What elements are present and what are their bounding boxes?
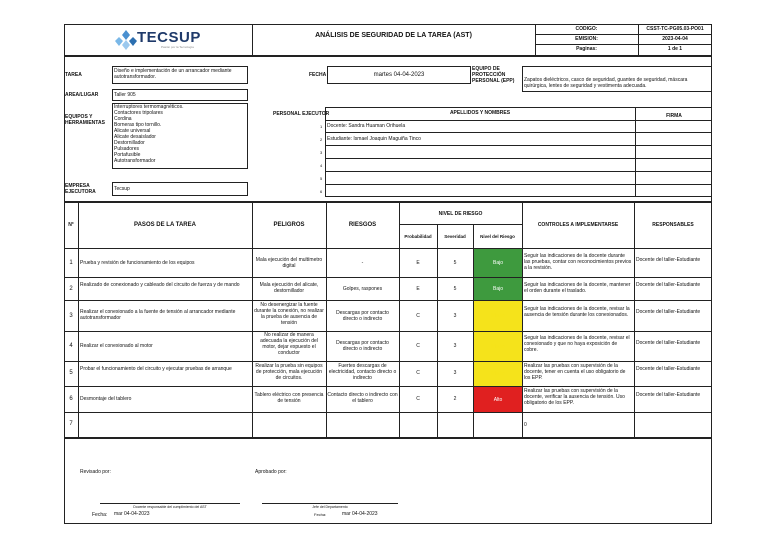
personal-num: 2 — [320, 137, 323, 142]
jefe-caption: Jefe del Departamento — [312, 505, 348, 509]
personal-num: 1 — [320, 124, 323, 129]
row-responsable: Docente del taller-Estudiante — [636, 366, 701, 372]
row-paso: Desmontaje del tablero — [80, 396, 132, 402]
logo-text: TECSUP — [137, 29, 201, 46]
row-paso: Probar el funcionamiento del circuito y ejecutar pruebas de arranque — [80, 366, 232, 372]
header-riesgos: RIESGOS — [348, 222, 377, 228]
equipos-item: Alicate universal — [114, 128, 151, 134]
row-num: 7 — [69, 421, 73, 427]
equipos-list — [114, 104, 246, 164]
equipos-item: Autotransformador — [114, 158, 156, 164]
risk-level-badge: Medio — [474, 301, 522, 331]
row-sev: 5 — [453, 286, 457, 292]
equipos-item: Cordina — [114, 116, 132, 122]
fecha-aprobado-label: Fecha: — [314, 512, 327, 517]
codigo-value: CSST-TC-PG05.03-PO01 — [646, 26, 704, 32]
personal-num: 6 — [320, 189, 323, 194]
fecha-label: FECHA — [309, 72, 327, 78]
row-num: 2 — [69, 286, 73, 292]
docente-caption: Docente responsable del cumplimiento del AST — [133, 505, 207, 509]
tarea-value: Diseño e implementación de un arrancador mediante autotransformador. — [114, 68, 232, 80]
epp-label: EQUIPO DE PROTECCIÓN PERSONAL (EPP) — [472, 66, 515, 84]
row-riesgo: Fuertes descargas de electricidad, contacto directo o indirecto — [328, 363, 397, 381]
row-control: 0 — [524, 422, 527, 428]
epp-value: Zapatos dieléctricos, casco de seguridad, guantes de seguridad, máscara quirúrgica, lentes de seguridad y vestimenta adecuada. — [524, 77, 688, 89]
row-prob: C — [416, 343, 420, 349]
personal-num: 4 — [320, 163, 323, 168]
risk-level-badge: Alto — [474, 387, 522, 412]
row-responsable: Docente del taller-Estudiante — [636, 392, 701, 398]
row-num: 4 — [69, 343, 73, 349]
logo-subtitle: Pasión por la Tecnología — [161, 45, 194, 49]
risk-level-badge: Bajo — [474, 278, 522, 300]
equipos-item: Contactores tripolares — [114, 110, 163, 116]
row-prob: E — [416, 286, 420, 292]
row-riesgo: Contacto directo o indirecto con el tablero — [327, 392, 398, 404]
row-peligro: Realizar la prueba sin equipos de protección, mala ejecución de circuitos. — [255, 363, 323, 381]
row-sev: 3 — [453, 343, 457, 349]
row-peligro: No desenergizar la fuente durante la conexión, no realizar la prueba de ausencia de tensión — [254, 302, 324, 326]
logo — [115, 28, 215, 50]
fecha-aprobado-value: mar 04-04-2023 — [342, 511, 378, 517]
row-sev: 2 — [453, 396, 457, 402]
row-num: 6 — [69, 396, 73, 402]
personal-num: 5 — [320, 176, 323, 181]
row-paso: Realizado de conexionado y cableado del circuito de fuerza y de mando — [80, 282, 240, 288]
emision-value: 2023-04-04 — [662, 36, 688, 42]
equipos-item: Destornillador — [114, 140, 145, 146]
header-severidad: Severidad — [444, 234, 466, 239]
row-peligro: Mala ejecución del alicate, destornillador — [259, 282, 319, 294]
row-num: 1 — [69, 260, 73, 266]
row-prob: C — [416, 370, 420, 376]
row-control: Realizar las pruebas con supervisión de la docente, verificar la ausencia de tensión. Uso obligatorio de los EPP. — [524, 388, 625, 406]
document-title: ANÁLISIS DE SEGURIDAD DE LA TAREA (AST) — [315, 32, 472, 39]
risk-level-badge: Medio — [474, 332, 522, 361]
emision-label: EMISION: — [575, 36, 598, 42]
row-prob: E — [416, 260, 420, 266]
aprobado-label: Aprobado por: — [255, 469, 287, 475]
row-control: Seguir las indicaciones de la docente, mantener el orden durante el traslado. — [524, 282, 631, 294]
equipos-item: Interruptores termomagnéticos. — [114, 104, 184, 110]
row-responsable: Docente del taller-Estudiante — [636, 282, 701, 288]
equipos-item: Alicate desaislador — [114, 134, 156, 140]
personal-num: 3 — [320, 150, 323, 155]
equipos-item: Borneras tipo tornillo. — [114, 122, 162, 128]
row-peligro: No realizar de manera adecuada la ejecución del motor, dejar expuesto el conductor — [260, 332, 318, 356]
empresa-field — [112, 182, 248, 196]
header-num: N° — [68, 222, 74, 228]
firma-label: FIRMA — [666, 113, 682, 119]
fecha-revisado-value: mar 04-04-2023 — [114, 511, 150, 517]
row-control: Seguir las indicaciones de la docente durante las pruebas, contar con reconocimientos previos a la revisión. — [524, 253, 632, 271]
row-peligro: Mala ejecución del multímetro digital — [255, 257, 323, 269]
row-control: Seguir las indicaciones de la docente, revisar el conexionado y que no haya exposición de cobre. — [524, 335, 630, 353]
area-value: Taller 905 — [114, 92, 136, 98]
fecha-revisado-label: Fecha: — [92, 512, 108, 518]
row-riesgo: Descargas por contacto directo o indirecto — [336, 340, 389, 352]
tarea-label: TAREA — [65, 72, 82, 78]
row-num: 5 — [69, 370, 73, 376]
paginas-value: 1 de 1 — [667, 46, 683, 52]
header-nivel: NIVEL DE RIESGO — [438, 211, 483, 217]
row-sev: 3 — [453, 370, 457, 376]
empresa-value: Tecsup — [114, 186, 130, 192]
row-responsable: Docente del taller-Estudiante — [636, 309, 701, 315]
apellidos-label: APELLIDOS Y NOMBRES — [449, 110, 511, 116]
risk-level-badge: Bajo — [474, 249, 522, 277]
personal-name: Docente: Sandra Huaman Orihuela — [327, 123, 406, 129]
row-control: Seguir las indicaciones de la docente, revisar la ausencia de tensión durante los conexionados. — [524, 306, 630, 318]
equipos-item: Pulsadores — [114, 146, 140, 152]
header-controles: CONTROLES A IMPLEMENTARSE — [537, 222, 619, 228]
row-paso: Realizar el conexionado al motor — [80, 343, 153, 349]
row-control: Realizar las pruebas con supervisión de la docente, tener en cuenta el uso obligatorio de los EPP. — [524, 363, 626, 381]
fecha-value: martes 04-04-2023 — [373, 72, 425, 78]
header-responsables: RESPONSABLES — [652, 222, 694, 228]
codigo-label: CODIGO: — [575, 26, 598, 32]
tecsup-logo-icon — [115, 28, 137, 50]
row-paso: Realizar el conexionado a la fuente de tensión al arrancador mediante autotransformador — [80, 309, 236, 321]
equipos-item: Portafusible — [114, 152, 141, 158]
row-prob: C — [416, 313, 420, 319]
row-riesgo: Golpes, raspones — [342, 286, 383, 292]
risk-level-badge: Medio — [474, 362, 522, 386]
footer-frame — [64, 438, 712, 524]
header-peligros: PELIGROS — [273, 222, 305, 228]
row-sev: 5 — [453, 260, 457, 266]
equipos-label: EQUIPOS Y HERRAMIENTAS — [65, 114, 105, 126]
row-riesgo: - — [361, 260, 364, 266]
row-sev: 3 — [453, 313, 457, 319]
row-responsable: Docente del taller-Estudiante — [636, 340, 701, 346]
header-probabilidad: Probabilidad — [404, 234, 432, 239]
row-paso: Prueba y revisión de funcionamiento de los equipos — [80, 260, 195, 266]
empresa-label: EMPRESA EJECUTORA — [65, 183, 96, 195]
revisado-label: Revisado por: — [80, 469, 111, 475]
header-nivel-riesgo: Nivel del Riesgo — [480, 234, 515, 239]
personal-label: PERSONAL EJECUTOR — [273, 111, 330, 117]
area-label: AREA/LUGAR — [65, 92, 99, 98]
paginas-label: Paginas: — [576, 46, 597, 52]
row-peligro: Tablero eléctrico con presencia de tensión — [254, 392, 324, 404]
row-responsable: Docente del taller-Estudiante — [636, 257, 701, 263]
row-prob: C — [416, 396, 420, 402]
header-pasos: PASOS DE LA TAREA — [134, 222, 196, 228]
row-num: 3 — [69, 313, 73, 319]
row-riesgo: Descargas por contacto directo o indirecto — [336, 310, 389, 322]
personal-name: Estudiante: Ismael Joaquin Maguiña Tinco — [327, 136, 421, 142]
